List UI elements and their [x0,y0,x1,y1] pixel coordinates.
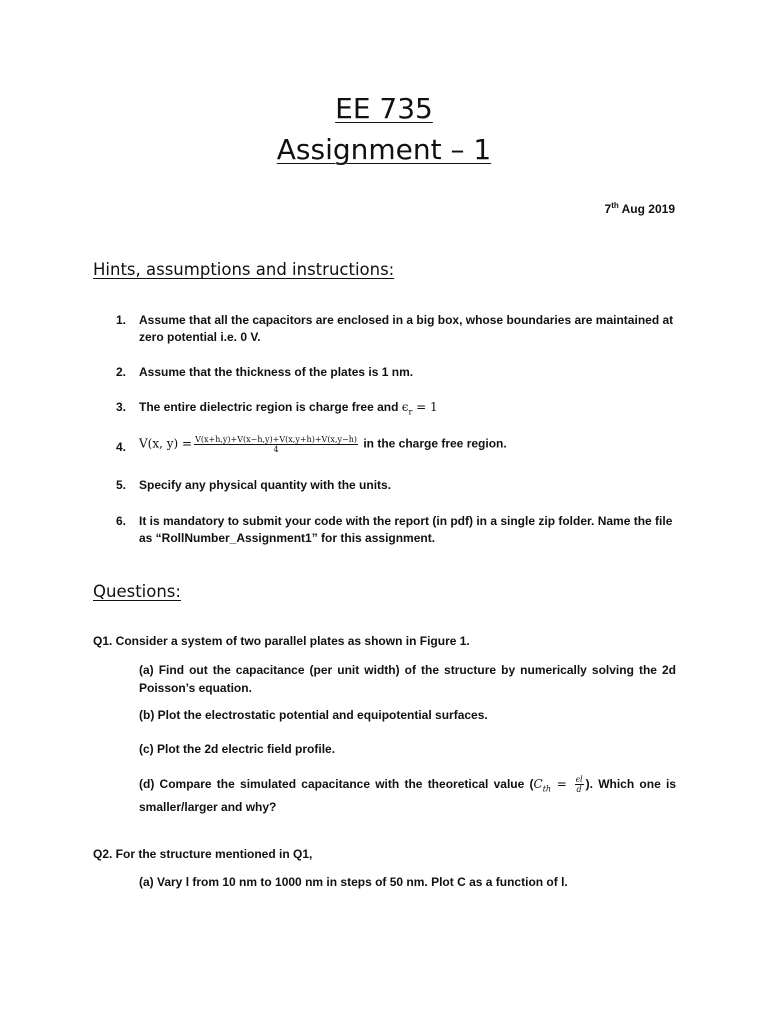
theoretical-capacitance-formula: $C_{th}$ = $\frac{\epsilon l}{d}$ [533,775,583,794]
question-1a: (a) Find out the capacitance (per unit width) of the structure by numerically solving the 2d Poisson’s equation. [139,663,676,695]
instruction-text: Specify any physical quantity with the units. [139,478,392,492]
instruction-item-6 [116,513,676,547]
instruction-item-2 [116,364,676,381]
instruction-text: The entire dielectric region is charge free and [139,400,399,414]
questions-heading: Questions: [93,582,181,601]
question-2: Q2. For the structure mentioned in Q1, [93,847,313,861]
date-line [605,201,676,216]
instruction-number: 3. [116,400,127,414]
date-month-year: Aug 2019 [621,202,675,216]
instruction-text: in the charge free region. [363,436,507,451]
laplace-formula-fraction: $\frac{V(x+h,y)+V(x-h,y)+V(x,y+h)+V(x,y-h)}{4}$ [195,435,357,454]
laplace-formula-lhs: V(x, y) = [139,436,193,451]
hints-heading: Hints, assumptions and instructions: [93,260,395,279]
question-2a: (a) Vary l from 10 nm to 1000 nm in steps of 50 nm. Plot C as a function of l. [139,875,568,889]
assignment-title: Assignment – 1 [276,133,492,166]
instruction-item-5 [116,477,676,494]
instruction-text: Assume that all the capacitors are enclosed in a big box, whose boundaries are maintained at zero potential i.e. 0 V. [139,313,674,344]
date-day-suffix: th [611,201,619,210]
instruction-number: 5. [116,478,127,492]
question-1c: (c) Plot the 2d electric field profile. [139,742,336,756]
question-1d: (d) Compare the simulated capacitance with the theoretical value ($C_{th}$ = $\frac{\epsilon l}{d}$ ). Which one is smaller/larger and why? [139,775,676,815]
instruction-number: 2. [116,365,127,379]
instruction-text: Assume that the thickness of the plates is 1 nm. [139,365,414,379]
course-code-title: EE 735 [335,92,433,125]
question-1b: (b) Plot the electrostatic potential and equipotential surfaces. [139,708,488,722]
instruction-item-4 [116,435,676,454]
instruction-number: 4. [116,440,127,454]
instruction-item-1 [116,312,676,346]
instruction-item-3 [116,399,676,420]
instruction-number: 6. [116,514,127,528]
permittivity-math: $\epsilon_r = 1$ [401,400,438,417]
date-day: 7 [604,202,612,216]
instruction-number: 1. [116,313,127,327]
question-1: Q1. Consider a system of two parallel plates as shown in Figure 1. [93,634,470,648]
instruction-text: It is mandatory to submit your code with the report (in pdf) in a single zip folder. Name the file as “RollNumber_Assignment1” for this assignment. [139,514,673,545]
